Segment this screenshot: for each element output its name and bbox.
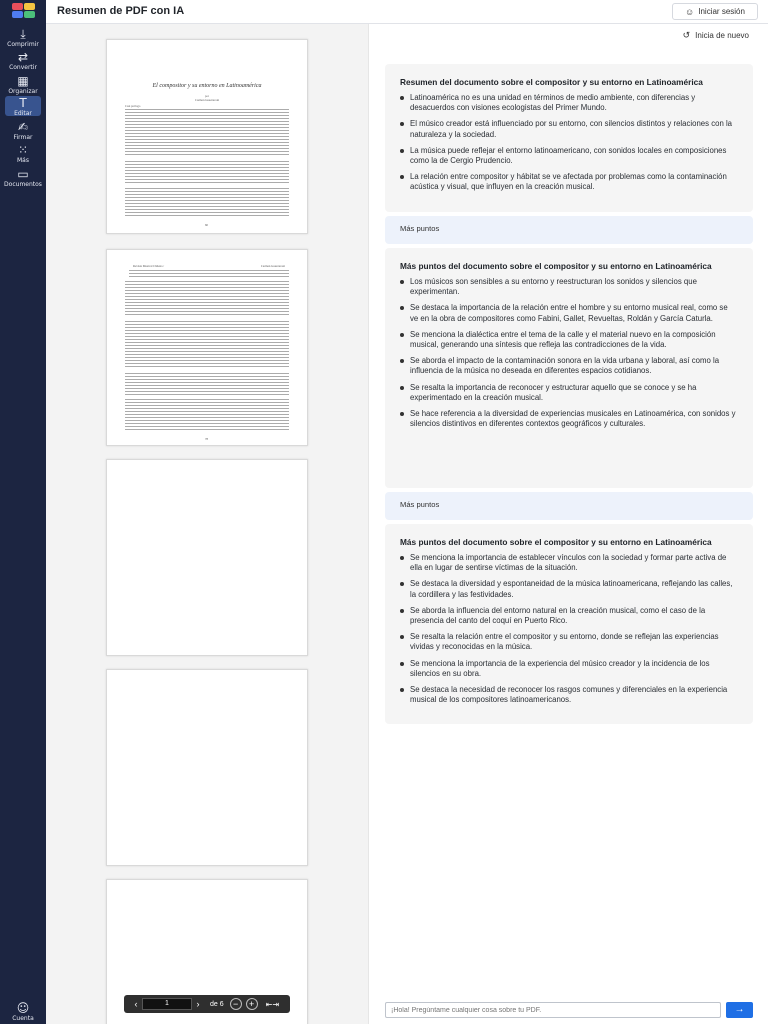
page1-by: por [205,94,209,98]
summary-card-1 [385,64,753,212]
summary-card-title: Resumen del documento sobre el compositor y su entorno en Latinoamérica [400,77,703,87]
sidebar-item-account[interactable]: ☺ Cuenta [0,1001,46,1023]
restart-label: Inicia de nuevo [695,31,749,40]
sidebar-item-organize[interactable]: ▦ Organizar [0,74,46,96]
sidebar [0,0,46,1024]
summary-points [385,271,753,429]
summary-card-title: Más puntos del documento sobre el compositor y su entorno en Latinoamérica [400,537,712,547]
page1-number: 60 [205,223,208,227]
page1-text-block [125,188,289,218]
pdf-page-3[interactable] [106,459,308,656]
summary-card-title: Más puntos del documento sobre el compositor y su entorno en Latinoamérica [400,261,712,271]
summary-point: El músico creador está influenciado por su entorno, con silencios distintos y relaciones con la naturaleza y la sociedad. [400,119,737,139]
compress-icon: ⤓ [20,27,26,41]
sign-icon: ✍ [17,120,29,134]
summary-point: Se resalta la importancia de reconocer y estructurar aquello que se conoce y se ha experimentado en la creación musical. [400,383,737,403]
summary-point: Se menciona la importancia de la experiencia del músico creador y la incidencia de los silencios en su obra. [400,659,737,679]
fit-width-icon[interactable]: ⇤⇥ [265,999,280,1009]
summary-points [385,87,753,193]
restart-button[interactable] [683,30,749,41]
page-number-input[interactable]: 1 [142,998,192,1010]
send-arrow-icon: → [734,1004,745,1015]
summary-point: Se resalta la relación entre el compositor y su entorno, donde se reflejan las experiencias vividas y reconocidas en la música. [400,632,737,652]
page2-header-left: Revista Musical Chilena / [133,264,165,268]
summary-point: Se aborda la influencia del entorno natural en la creación musical, como el caso de la presencia del canto del coquí en Puerto Rico. [400,606,737,626]
summary-card-2 [385,248,753,488]
pdf-pages-panel[interactable] [46,24,368,1024]
page1-author: Carmen Guazzaroni [194,98,220,102]
summary-point: Los músicos son sensibles a su entorno y reestructuran los sonidos y silencios que experimentan. [400,277,737,297]
user-icon: ☺ [16,1001,30,1015]
summary-points [385,547,753,705]
summary-point: Se destaca la necesidad de reconocer los rasgos comunes y diferenciales en la experiencia musical de los compositores latinoamericanos. [400,685,737,705]
summary-point: Se destaca la diversidad y espontaneidad de la música latinoamericana, reflejando las calles, la cordillera y las festividades. [400,579,737,599]
more-grid-icon: ⁙ [17,143,29,157]
page2-text-block [129,270,289,278]
next-page-icon[interactable]: › [196,999,200,1009]
top-bar [46,0,768,24]
sidebar-item-documents[interactable]: ▭ Documentos [0,167,46,189]
page2-number: 78 [205,437,208,441]
organize-icon: ▦ [17,74,29,88]
page2-text-block [125,321,289,369]
restart-icon: ↺ [682,30,691,40]
summary-point: Se destaca la importancia de la relación entre el hombre y su entorno musical real, como se ve en la obra de compositores como Fabini, Gallet, Revueltas, Roldán y García Caturla. [400,303,737,323]
login-button[interactable] [672,3,758,20]
page2-header-right: Carmen Guazzaroni [260,264,285,268]
user-icon: ☺ [685,6,695,17]
page1-text-block [125,109,289,157]
summary-point: La música puede reflejar el entorno latinoamericano, con sonidos locales en composiciones como la de Cergio Prudencio. [400,146,737,166]
pdf-page-1[interactable] [106,39,308,234]
page-count: de 6 [210,1000,224,1008]
summary-point: Se menciona la dialéctica entre el tema de la calle y el material nuevo en la composición musical, generando una síntesis que refleja las contradicciones de la vida. [400,330,737,350]
chat-input[interactable] [385,1002,721,1018]
sidebar-item-edit[interactable]: T Editar [5,96,41,116]
page1-text-block [125,161,289,184]
zoom-in-icon[interactable]: + [246,998,258,1010]
summary-card-3 [385,524,753,724]
app-logo[interactable] [12,3,36,19]
sidebar-item-compress[interactable]: ⤓ Comprimir [0,27,46,49]
page1-section-heading: Casi prólogo [125,104,141,108]
edit-text-icon: T [19,96,27,110]
prev-page-icon[interactable]: ‹ [134,999,138,1009]
summary-point: La relación entre compositor y hábitat se ve afectada por problemas como la contaminación acústica y visual, que influyen en la creación musical. [400,172,737,192]
summary-point: Se menciona la importancia de establecer vínculos con la sociedad y formar parte activa de ella en lugar de sentirse víctimas de la situación. [400,553,737,573]
page2-text-block [125,281,289,317]
page2-text-block [125,399,289,431]
pdf-page-2[interactable] [106,249,308,446]
page1-title: El compositor y su entorno en Latinoamérica [152,83,262,89]
page-title: Resumen de PDF con IA [57,5,185,17]
sidebar-item-sign[interactable]: ✍ Firmar [0,120,46,142]
pdf-page-4[interactable] [106,669,308,866]
summary-point: Se hace referencia a la diversidad de experiencias musicales en Latinoamérica, con sonidos y silencios distintivos en diferentes contextos geográficos y culturales. [400,409,737,429]
page2-text-block [125,373,289,395]
summary-point: Latinoamérica no es una unidad en términos de medio ambiente, con diferencias y desacuerdos con visiones ecologistas del Primer Mundo. [400,93,737,113]
send-button[interactable] [726,1002,753,1018]
page-navigation-bar [124,995,290,1013]
summary-point: Se aborda el impacto de la contaminación sonora en la vida urbana y laboral, así como la influencia de la música no deseada en diferentes espacios cotidianos. [400,356,737,376]
zoom-out-icon[interactable]: − [230,998,242,1010]
summary-panel [368,24,768,1024]
convert-icon: ⇄ [17,50,29,64]
more-points-prompt[interactable]: Más puntos [385,492,753,520]
sidebar-item-convert[interactable]: ⇄ Convertir [0,50,46,72]
sidebar-item-more[interactable]: ⁙ Más [0,143,46,165]
login-label: Iniciar sesión [698,7,745,16]
documents-icon: ▭ [17,167,29,181]
more-points-prompt[interactable]: Más puntos [385,216,753,244]
